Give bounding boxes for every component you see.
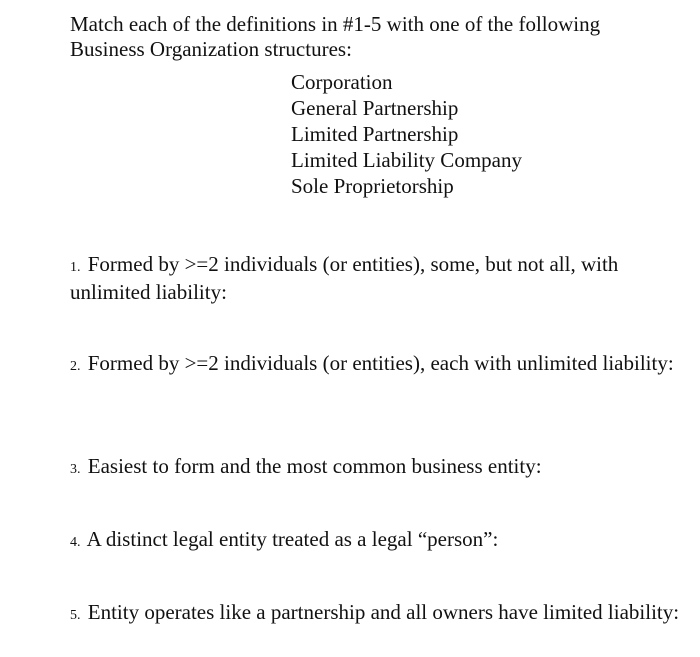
question-5-text: Entity operates like a partnership and all owners have limited liability:	[87, 600, 680, 624]
instructions-line-2: Business Organization structures:	[70, 37, 352, 61]
question-5-number: 5.	[70, 608, 81, 623]
question-4	[70, 527, 680, 555]
structure-options-list	[291, 69, 522, 199]
option-sole-proprietorship: Sole Proprietorship	[291, 174, 454, 198]
option-corporation: Corporation	[291, 70, 393, 94]
question-2	[70, 351, 680, 379]
question-3-text: Easiest to form and the most common business entity:	[87, 454, 542, 478]
question-5	[70, 600, 680, 628]
question-4-text: A distinct legal entity treated as a legal “person”:	[86, 527, 499, 551]
question-1-text: Formed by >=2 individuals (or entities), some, but not all, with unlimited liability:	[70, 252, 619, 304]
option-limited-partnership: Limited Partnership	[291, 122, 459, 146]
question-2-text: Formed by >=2 individuals (or entities), each with unlimited liability:	[87, 351, 674, 375]
option-limited-liability-company: Limited Liability Company	[291, 148, 522, 172]
instructions-line-1: Match each of the definitions in #1-5 with one of the following	[70, 12, 601, 36]
question-2-number: 2.	[70, 359, 81, 374]
option-general-partnership: General Partnership	[291, 96, 459, 120]
question-3	[70, 454, 680, 482]
question-4-number: 4.	[70, 535, 81, 550]
question-3-number: 3.	[70, 462, 81, 477]
question-1-number: 1.	[70, 260, 81, 275]
question-1	[70, 252, 680, 305]
instructions	[70, 12, 690, 62]
